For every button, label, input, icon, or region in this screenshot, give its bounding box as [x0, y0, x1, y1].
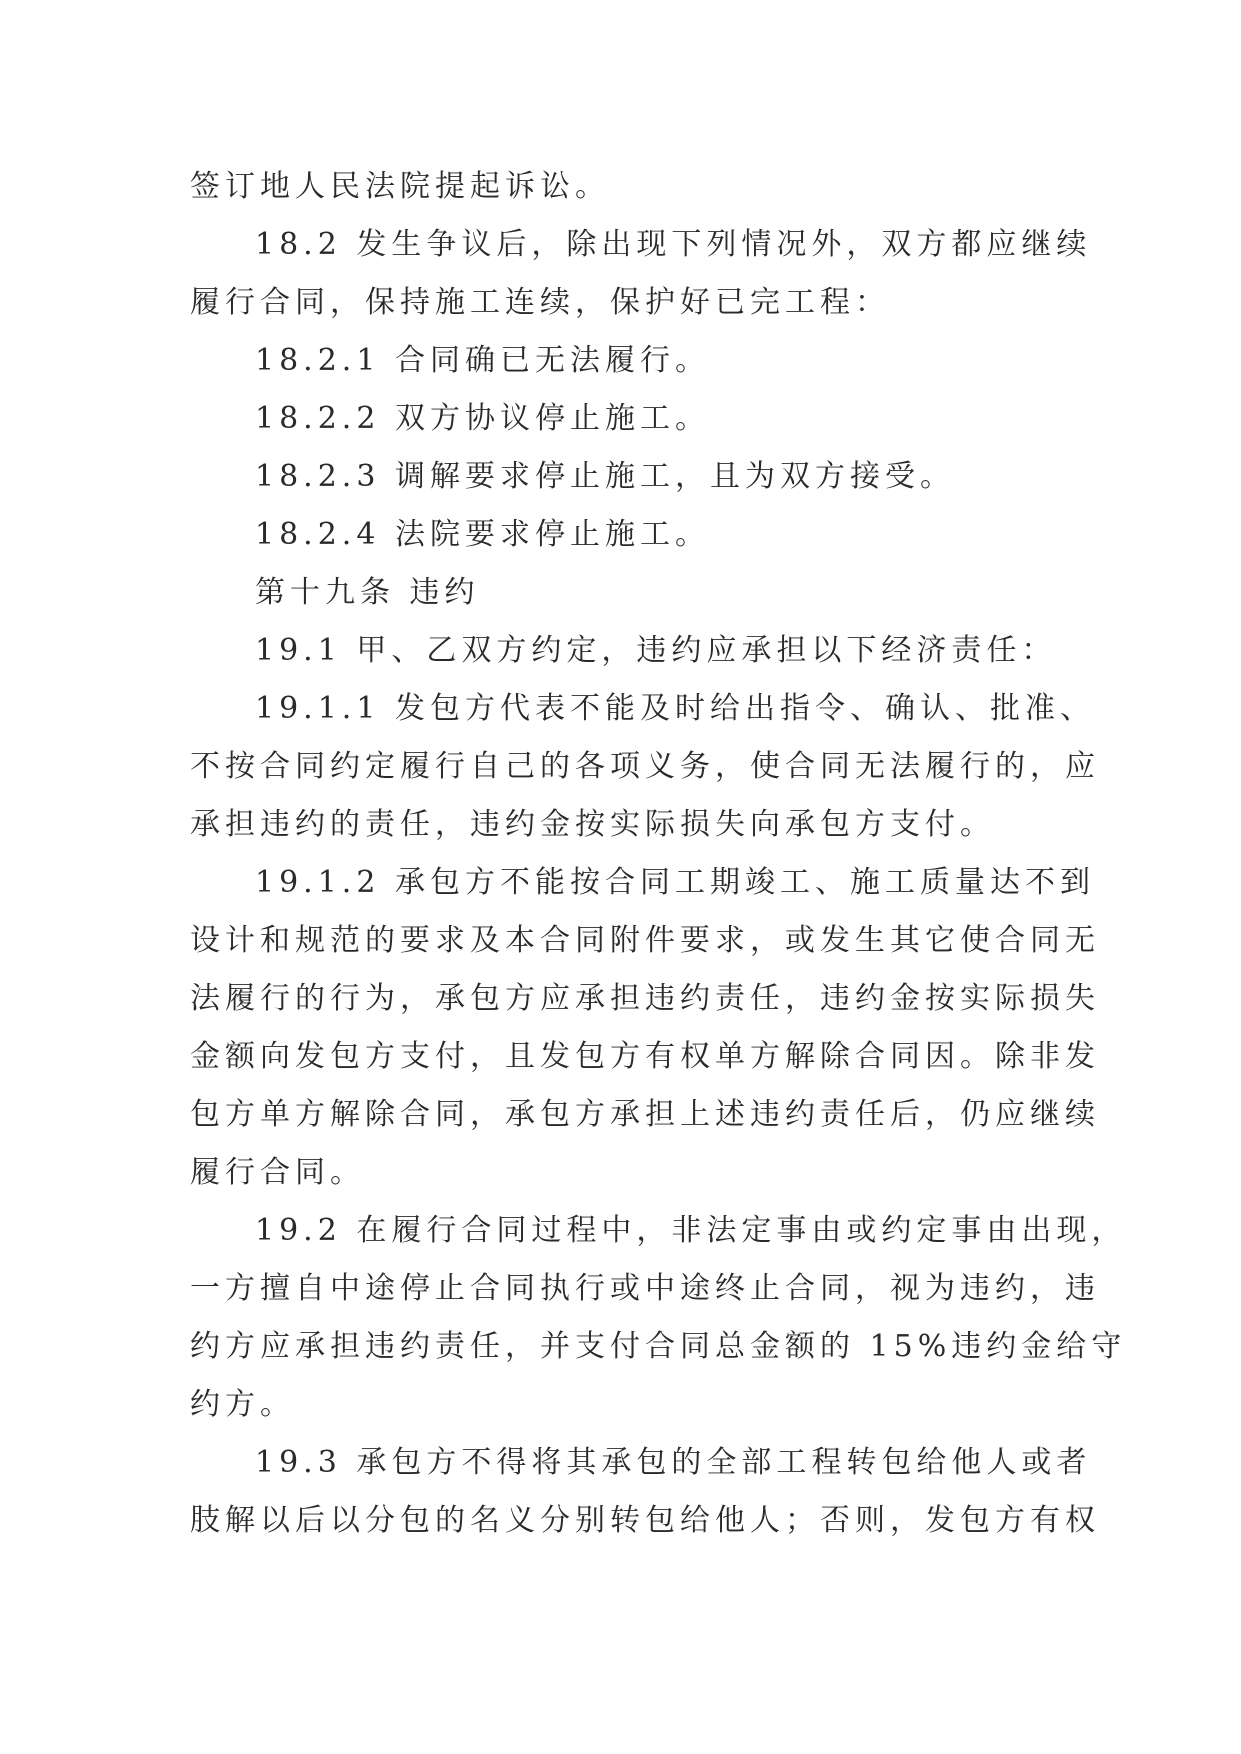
text-line: 不按合同约定履行自己的各项义务，使合同无法履行的，应: [190, 749, 1100, 784]
text-line: 19.1 甲、乙双方约定，违约应承担以下经济责任：: [255, 633, 1057, 668]
text-line: 签订地人民法院提起诉讼。: [190, 169, 610, 204]
text-line: 18.2.3 调解要求停止施工，且为双方接受。: [255, 459, 955, 494]
text-line: 法履行的行为，承包方应承担违约责任，违约金按实际损失: [190, 981, 1100, 1016]
text-line: 履行合同，保持施工连续，保护好已完工程：: [190, 285, 890, 320]
text-line: 19.1.1 发包方代表不能及时给出指令、确认、批准、: [255, 691, 1095, 726]
text-line: 一方擅自中途停止合同执行或中途终止合同，视为违约，违: [190, 1271, 1100, 1306]
text-line: 18.2.2 双方协议停止施工。: [255, 401, 710, 436]
text-line: 18.2.4 法院要求停止施工。: [255, 517, 710, 552]
text-line: 设计和规范的要求及本合同附件要求，或发生其它使合同无: [190, 923, 1100, 958]
text-line: 19.3 承包方不得将其承包的全部工程转包给他人或者: [255, 1445, 1092, 1480]
text-line: 约方。: [190, 1387, 295, 1422]
text-line: 肢解以后以分包的名义分别转包给他人；否则，发包方有权: [190, 1503, 1100, 1538]
section-heading: 第十九条 违约: [255, 575, 480, 610]
text-line: 履行合同。: [190, 1155, 365, 1190]
document-page: [190, 158, 1127, 1550]
text-line: 约方应承担违约责任，并支付合同总金额的 15%违约金给守: [190, 1329, 1127, 1364]
text-line: 18.2 发生争议后，除出现下列情况外，双方都应继续: [255, 227, 1092, 262]
text-line: 18.2.1 合同确已无法履行。: [255, 343, 710, 378]
text-line: 包方单方解除合同，承包方承担上述违约责任后，仍应继续: [190, 1097, 1100, 1132]
text-line: 金额向发包方支付，且发包方有权单方解除合同因。除非发: [190, 1039, 1100, 1074]
text-line: 19.2 在履行合同过程中，非法定事由或约定事由出现，: [255, 1213, 1127, 1248]
text-line: 19.1.2 承包方不能按合同工期竣工、施工质量达不到: [255, 865, 1095, 900]
text-line: 承担违约的责任，违约金按实际损失向承包方支付。: [190, 807, 995, 842]
